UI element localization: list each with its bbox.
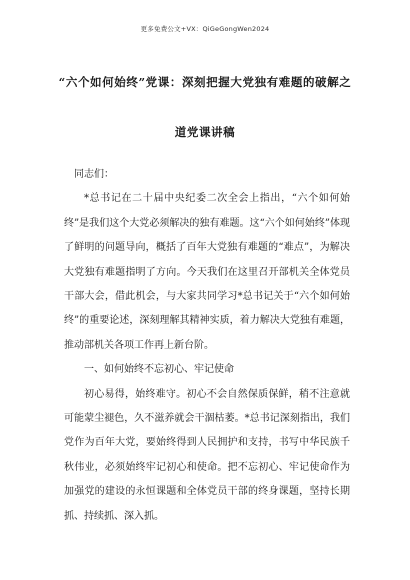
section-heading-1: 一、如何始终不忘初心、牢记使命 [84, 364, 234, 376]
greeting: 同志们： [74, 169, 114, 180]
header-note: 更多免费公文+VX：QiGeGongWen2024 [140, 25, 270, 33]
document-title-line-1: “六个如何始终”党课：深刻把握大党独有难题的破解之 [58, 75, 352, 89]
paragraph-section-1: 初心易得，始终难守。初心不会自然保质保鲜，稍不注意就可能蒙尘褪色，久不滋养就会干涸枯萎。*总书记深刻指出，我们党作为百年大党，要始终得到人民拥护和支持，书写中华民族千秋伟业，必须始终牢记初心和使命。把不忘初心、牢记使命作为加强党的建设的永恒课题和全体党员干部的终身课题，坚持长期抓、持续抓、深入抓。 [64, 388, 350, 522]
document-body [64, 163, 350, 529]
paragraph-intro: *总书记在二十届中央纪委二次全会上指出，“六个如何始终”是我们这个大党必须解决的独有难题。这“六个如何始终”体现了鲜明的问题导向，概括了百年大党独有难题的“难点”，为解决大党独有难题指明了方向。今天我们在这里召开部机关全体党员干部大会，借此机会，与大家共同学习*总书记关于“六个如何始终”的重要论述，深刻理解其精神实质，着力解决大党独有难题，推动部机关各项工作再上新台阶。 [64, 193, 350, 351]
document-title-line-2: 道党课讲稿 [174, 125, 236, 139]
